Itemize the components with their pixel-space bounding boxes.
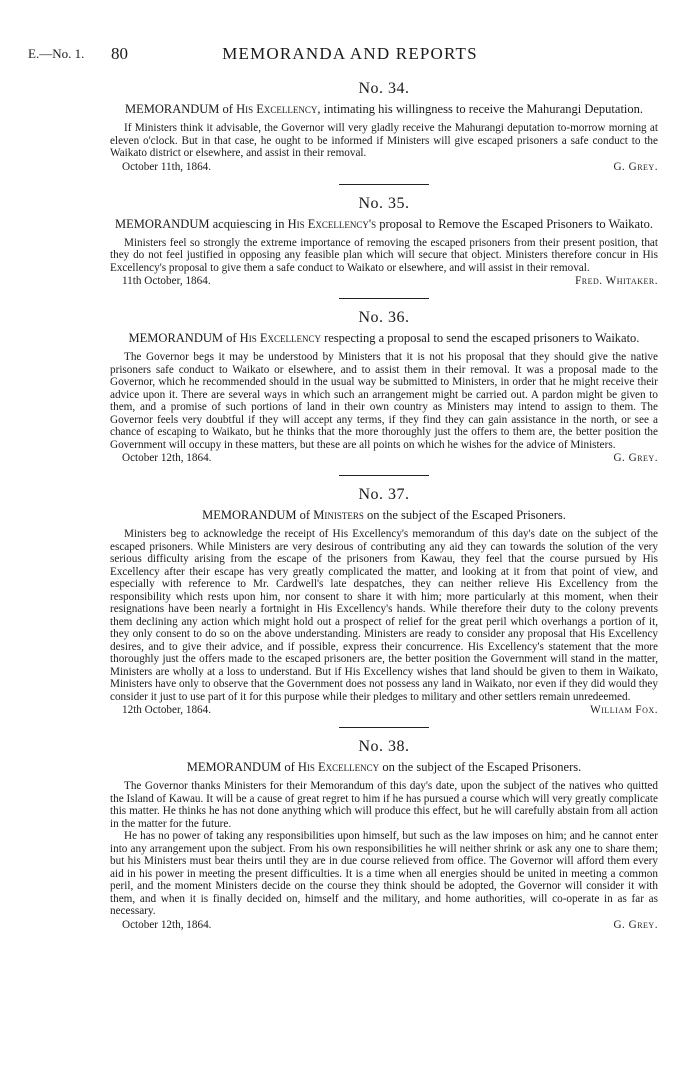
section-divider [339, 475, 429, 476]
memo-signature-line [110, 919, 658, 932]
memo-date: October 11th, 1864. [122, 160, 212, 173]
memo-paragraph: The Governor thanks Ministers for their Memorandum of this day's date, upon the subject of the natives who quitted the Island of Kawau. It will be a cause of great regret to him if he has pursued a course which will very greatly complicate this matter. He thinks he has not done anything which will produce this effect, but he will carefully abstain from all action in the matter for the future. [110, 780, 658, 830]
memo-body [110, 528, 658, 703]
memo-paragraph: The Governor begs it may be understood by Ministers that it is not his proposal that they should give the native prisoners safe conduct to Waikato or elsewhere, and to assist them in their removal. It was a proposal made to the Governor, which he recommended should in the usual way be submitted to Ministers, in order that he might receive their advice upon it. There are several ways in which such an arrangement might be carried out. A pardon might be given to them, and a promise of such portions of land in their own country as Ministers may intend to assign to them. The Governor feels very doubtful if they will accept any terms, if they find they can gain assistance in the north, or see a chance of escaping to Waikato, but he thinks that the more thoroughly just the offers to them are, the better position the Government will occupy in these matters, but these are all points on which he wishes for the advice of Ministers. [110, 351, 658, 451]
memo-date: October 12th, 1864. [122, 918, 212, 931]
page-number: 80 [111, 44, 128, 63]
memo-body [110, 237, 658, 275]
memo-signatory: G. Grey. [613, 452, 658, 464]
memo-heading-part: respecting a proposal to send the escaped prisoners to Waikato. [320, 331, 640, 345]
memo-signatory: Fred. Whitaker. [575, 275, 658, 287]
memo-heading-part: MEMORANDUM of [128, 331, 240, 345]
memo-heading-part: on the subject of the Escaped Prisoners. [379, 760, 582, 774]
memo-heading-part: , intimating his willingness to receive the Mahurangi Deputation. [317, 102, 644, 116]
memo-heading [110, 760, 658, 775]
memo-heading [110, 331, 658, 346]
memo-heading-part: MEMORANDUM of [202, 508, 314, 522]
page-header [0, 44, 700, 64]
section-divider [339, 298, 429, 299]
memo-paragraph: Ministers beg to acknowledge the receipt of His Excellency's memorandum of this day's date on the subject of the escaped prisoners. While Ministers are very desirous of contributing any aid they can towards the solution of the very serious difficulty arising from the escape of the prisoners from Kawau, they feel that the course pursued by His Excellency after their escape has very greatly complicated the matter, and looking at it from that point of view, and especially with reference to Mr. Cardwell's late despatches, they can neither relieve His Excellency from the responsibility which rests upon him, nor consent to share it with him; more particularly at this moment, when their resignations have been nearly a fortnight in His Excellency's hands. While therefore their duty to the colony prevents them declining any action which might hold out a prospect of relief for the great peril which overhangs a portion of it, they only consent to do so on the above understanding. Ministers are ready to consider any proposal that His Excellency desires, and to give their advice, and if possible, express their concurrence. His Excellency's statement that the more thoroughly just the offers made to the escaped prisoners are, the better position the Government will stand in the matter, Ministers are wholly at a loss to understand. But if His Excellency wishes that land should be given to them in Waikato, Ministers have only to observe that the Government does not possess any land in Waikato, nor even if they did would they consider it just to use part of it for this purpose while their pledges to military and other settlers remain unredeemed. [110, 528, 658, 703]
memo-signature-line [110, 452, 658, 465]
memo-heading-part: Ministers [313, 508, 364, 522]
memo-date: 12th October, 1864. [122, 704, 212, 716]
section-divider [339, 184, 429, 185]
memorandum [110, 738, 658, 932]
memoranda-content [110, 80, 658, 932]
memo-signatory: William Fox. [590, 704, 658, 716]
memo-heading-part: proposal to Remove the Escaped Prisoners to Waikato. [376, 216, 653, 231]
memo-paragraph: If Ministers think it advisable, the Governor will very gladly receive the Mahurangi deputation to-morrow morning at eleven o'clock. But in that case, he ought to be informed if Ministers will give escaped prisoners a safe conduct to the Waikato district or elsewhere, and assist in their removal. [110, 122, 658, 159]
document-reference: E.—No. 1. [28, 46, 85, 61]
memo-body [110, 780, 658, 918]
memo-heading [110, 102, 658, 117]
memo-paragraph: He has no power of taking any responsibilities upon himself, but such as the law imposes on him; and he cannot enter into any arrangement upon the subject. From his own responsibilities he will neither shrink or ask any one to share them; but his Ministers must bear theirs until they are in due course relieved from office. The Governor will afford them every aid in his power in meeting the present difficulties. It is a time when all energies should be united in meeting a common peril, and the moment Ministers decide on the course they think should be adopted, the Governor will consider it with them, and when it is finally decided on, himself and the military, and home authorities, will co-operate in as far as necessary. [110, 830, 658, 917]
memo-number: No. 38. [358, 738, 410, 755]
memo-heading-part: His Excellency [239, 331, 321, 345]
memo-heading-part: His Excellency [297, 760, 380, 774]
memo-signature-line [110, 161, 658, 174]
memo-heading-part: MEMORANDUM of [186, 760, 298, 774]
memorandum [110, 309, 658, 476]
memo-heading-part: His Excellency [236, 102, 318, 116]
memo-number: No. 37. [358, 486, 410, 503]
memo-heading-part: MEMORANDUM acquiescing in [115, 216, 288, 231]
memo-body [110, 122, 658, 160]
memo-paragraph: Ministers feel so strongly the extreme importance of removing the escaped prisoners from their present position, that they do not feel justified in opposing any feasible plan which will secure that object. Ministers therefore concur in His Excellency's proposal to give them a safe conduct to Waikato or elsewhere, and will assist in their removal. [110, 236, 658, 274]
memorandum [110, 80, 658, 185]
memo-number: No. 36. [358, 309, 410, 326]
memo-date: October 12th, 1864. [122, 452, 212, 464]
memo-heading-part: His Excellency's [287, 216, 377, 231]
memo-signature-line [110, 704, 658, 717]
section-divider [339, 727, 429, 728]
memo-signatory: G. Grey. [613, 918, 658, 931]
memo-heading-part: on the subject of the Escaped Prisoners. [363, 508, 566, 522]
memo-heading [110, 508, 658, 523]
memorandum [110, 195, 658, 300]
memo-number: No. 34. [358, 80, 410, 97]
memo-date: 11th October, 1864. [122, 275, 211, 287]
memo-signatory: G. Grey. [613, 160, 658, 173]
memo-number: No. 35. [358, 194, 410, 212]
memo-signature-line [110, 275, 658, 288]
memo-body [110, 351, 658, 451]
memo-heading-part: MEMORANDUM of [124, 102, 237, 116]
memo-heading [110, 217, 658, 232]
memorandum [110, 486, 658, 728]
running-title: MEMORANDA AND REPORTS [222, 44, 478, 63]
